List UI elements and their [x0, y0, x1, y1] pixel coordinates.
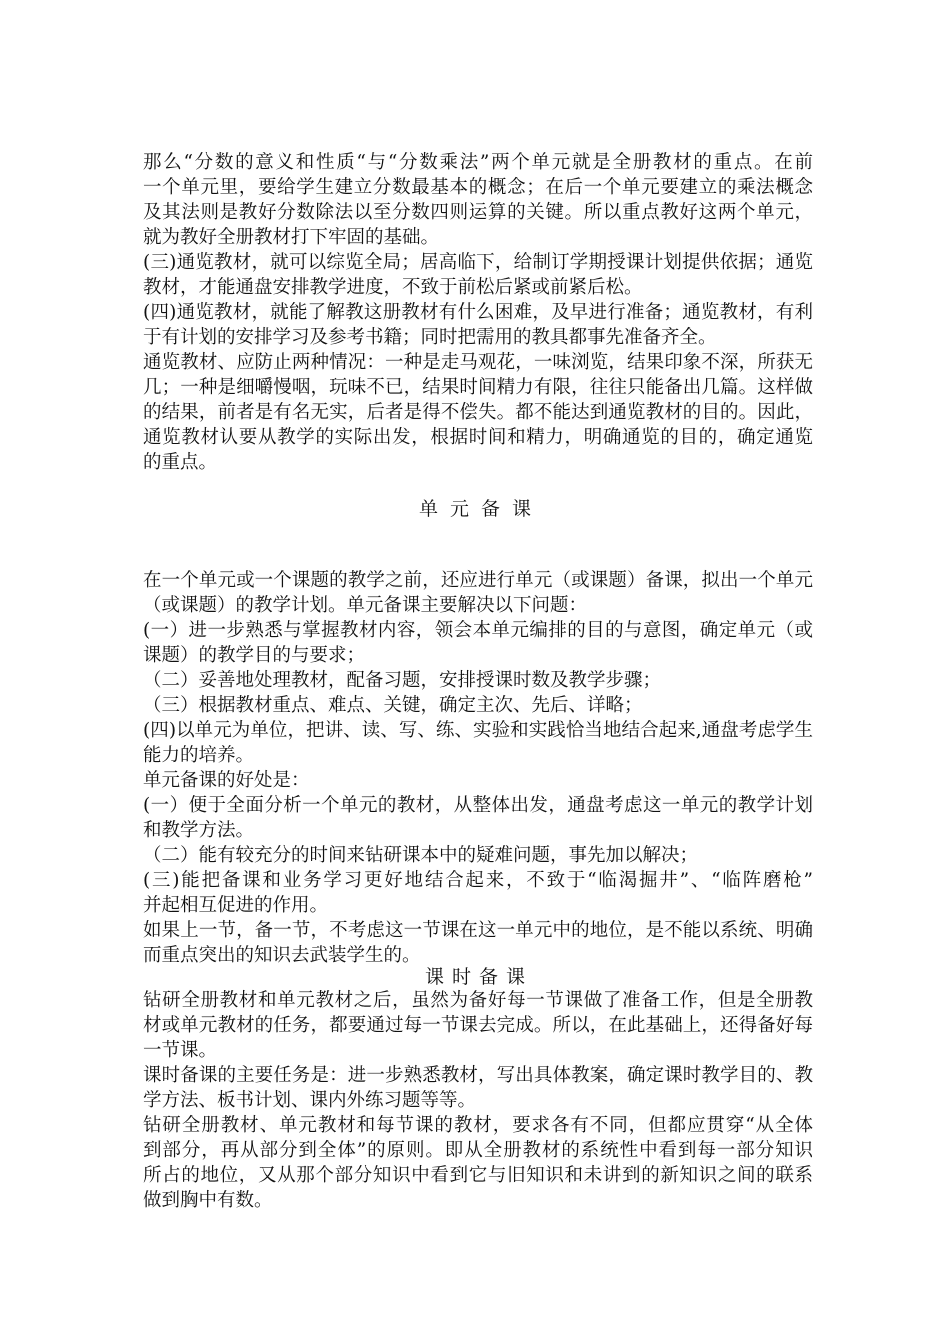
text-line: (一）便于全面分析一个单元的教材，从整体出发，通盘考虑这一单元的教学计划 — [143, 795, 813, 816]
heading-lesson-preparation: 课时备课 — [424, 966, 533, 988]
text-line: 所占的地位，又从那个部分知识中看到它与旧知识和未讲到的新知识之间的联系 — [143, 1165, 813, 1186]
text-line: 在一个单元或一个课题的教学之前，还应进行单元（或课题）备课，拟出一个单元 — [143, 570, 813, 591]
text-line: 材或单元教材的任务，都要通过每一节课去完成。所以，在此基础上，还得备好每 — [143, 1015, 813, 1036]
text-line: （或课题）的教学计划。单元备课主要解决以下问题： — [143, 595, 588, 616]
text-line: 和教学方法。 — [143, 820, 255, 841]
text-line: 通览教材、应防止两种情况：一种是走马观花，一味浏览，结果印象不深，所获无 — [143, 352, 813, 373]
text-line: 到部分，再从部分到全体”的原则。即从全册教材的系统性中看到每一部分知识 — [143, 1140, 813, 1161]
text-line: 一个单元里，要给学生建立分数最基本的概念；在后一个单元要建立的乘法概念 — [143, 177, 813, 198]
text-line: 就为教好全册教材打下牢固的基础。 — [143, 227, 440, 248]
text-line: （三）根据教材重点、难点、关键，确定主次、先后、详略； — [143, 695, 643, 716]
text-line: 通览教材认要从教学的实际出发，根据时间和精力，明确通览的目的，确定通览 — [143, 427, 813, 448]
text-line: 能力的培养。 — [143, 745, 255, 766]
text-line: 一节课。 — [143, 1040, 218, 1061]
text-line: 单元备课的好处是： — [143, 770, 310, 791]
text-line: 几；一种是细嚼慢咽，玩味不已，结果时间精力有限，往往只能备出几篇。这样做 — [143, 377, 813, 398]
text-line: (三)能把备课和业务学习更好地结合起来，不致于“临渴掘井”、“临阵磨枪” — [143, 870, 813, 891]
text-line: (四)通览教材，就能了解教这册教材有什么困难，及早进行准备；通览教材，有利 — [143, 302, 813, 323]
text-line: 及其法则是教好分数除法以至分数四则运算的关键。所以重点教好这两个单元， — [143, 202, 813, 223]
section-overview-paragraphs — [143, 150, 813, 475]
section-unit-preparation — [143, 568, 813, 968]
heading-unit-preparation: 单元备课 — [418, 498, 543, 520]
text-line: 学方法、板书计划、课内外练习题等等。 — [143, 1090, 477, 1111]
text-line: (三)通览教材，就可以综览全局；居高临下，给制订学期授课计划提供依据；通览 — [143, 252, 813, 273]
text-line: 钻研全册教材、单元教材和每节课的教材，要求各有不同，但都应贯穿“从全体 — [143, 1115, 813, 1136]
text-line: 教材，才能通盘安排教学进度，不致于前松后紧或前紧后松。 — [143, 277, 643, 298]
text-line: 课时备课的主要任务是：进一步熟悉教材，写出具体教案，确定课时教学目的、教 — [143, 1065, 813, 1086]
section-lesson-preparation — [143, 988, 813, 1213]
text-line: 并起相互促进的作用。 — [143, 895, 329, 916]
text-line: 如果上一节，备一节，不考虑这一节课在这一单元中的地位，是不能以系统、明确 — [143, 920, 813, 941]
text-line: （二）能有较充分的时间来钻研课本中的疑难问题，事先加以解决； — [143, 845, 699, 866]
text-line: 做到胸中有数。 — [143, 1190, 273, 1211]
text-line: (一）进一步熟悉与掌握教材内容，领会本单元编排的目的与意图，确定单元（或 — [143, 620, 813, 641]
text-line: （二）妥善地处理教材，配备习题，安排授课时数及教学步骤； — [143, 670, 662, 691]
text-line: 课题）的教学目的与要求； — [143, 645, 366, 666]
text-line: (四)以单元为单位，把讲、读、写、练、实验和实践恰当地结合起来,通盘考虑学生 — [143, 720, 813, 741]
text-line: 而重点突出的知识去武装学生的。 — [143, 945, 421, 966]
text-line: 的重点。 — [143, 452, 218, 473]
text-line: 那么“分数的意义和性质“与“分数乘法”两个单元就是全册教材的重点。在前 — [143, 152, 813, 173]
text-line: 的结果，前者是有名无实，后者是得不偿失。都不能达到通览教材的目的。因此， — [143, 402, 813, 423]
text-line: 于有计划的安排学习及参考书籍；同时把需用的教具都事先准备齐全。 — [143, 327, 717, 348]
text-line: 钻研全册教材和单元教材之后，虽然为备好每一节课做了准备工作，但是全册教 — [143, 990, 813, 1011]
